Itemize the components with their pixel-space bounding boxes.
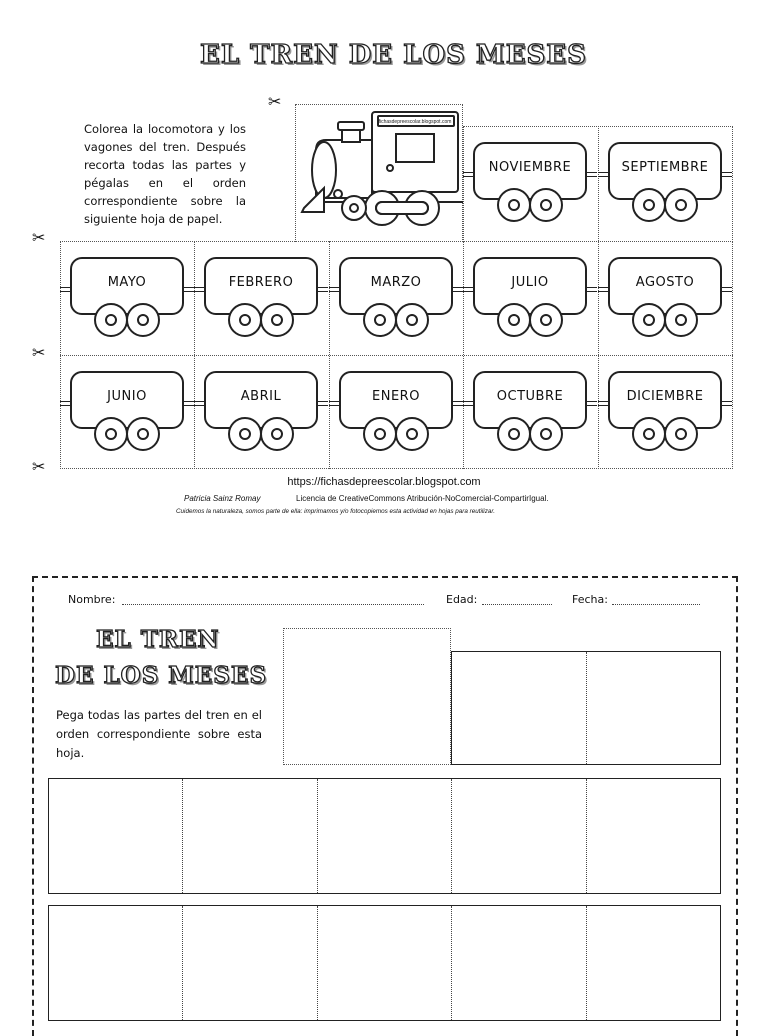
sheet-title-line2: DE LOS MESES (55, 662, 268, 689)
wagon-card (194, 257, 328, 347)
wagon-card (329, 257, 463, 347)
wagon-month-label: AGOSTO (635, 275, 695, 290)
scissors-icon: ✂ (32, 457, 46, 476)
wagon-month-label: OCTUBRE (496, 389, 564, 404)
wagon-card (598, 371, 732, 461)
wagon-paste-slot[interactable] (183, 906, 317, 1020)
footer-license: Licencia de CreativeCommons Atribución-NoComercial-CompartirIgual. (296, 494, 549, 503)
wagon-paste-slot[interactable] (49, 779, 183, 893)
wagon-paste-slot[interactable] (49, 906, 183, 1020)
wagon-paste-slot[interactable] (452, 779, 586, 893)
date-field[interactable] (612, 604, 700, 605)
wagon-month-label: JUNIO (107, 389, 147, 404)
instructions-text: Colorea la locomotora y los vagones del tren. Después recorta todas las partes y pégalas en el orden correspondiente sobre la siguiente hoja de papel. (84, 122, 246, 226)
wagon-paste-slot[interactable] (318, 779, 452, 893)
wagon-card (60, 371, 194, 461)
paste-row-2 (48, 905, 721, 1021)
locomotive-icon (298, 108, 463, 240)
wagon-card (463, 371, 597, 461)
wagon-month-label: ABRIL (240, 389, 282, 404)
engine-sign: fichasdepreescolar.blogspot.com (378, 119, 452, 125)
scissors-icon: ✂ (268, 92, 282, 111)
engine-paste-slot[interactable] (283, 628, 451, 765)
wagon-paste-slot[interactable] (587, 906, 720, 1020)
wagon-card (598, 142, 732, 232)
footer-note: Cuidemos la naturaleza, somos parte de ella: imprimamos y/o fotocopiemos esta actividad en hojas para reutilizar. (176, 508, 495, 515)
wagon-month-label: NOVIEMBRE (488, 160, 572, 175)
sheet-instructions: Pega todas las partes del tren en el orden correspondiente sobre esta hoja. (56, 708, 262, 760)
footer-author: Patricia Sainz Romay (184, 494, 261, 503)
wagon-card (194, 371, 328, 461)
age-field[interactable] (482, 604, 552, 605)
wagon-month-label: DICIEMBRE (626, 389, 704, 404)
wagon-card (463, 257, 597, 347)
name-label: Nombre: (68, 593, 116, 606)
name-field[interactable] (122, 604, 424, 605)
sheet-title-line1: EL TREN (96, 626, 220, 653)
wagon-paste-slot[interactable] (452, 906, 586, 1020)
wagon-paste-slot[interactable] (318, 906, 452, 1020)
footer-url: https://fichasdepreescolar.blogspot.com (287, 476, 481, 488)
wagon-month-label: SEPTIEMBRE (621, 160, 709, 175)
wagon-month-label: JULIO (511, 275, 549, 290)
wagon-card (329, 371, 463, 461)
wagon-month-label: FEBRERO (228, 275, 294, 290)
age-label: Edad: (446, 593, 478, 606)
top-paste-slots (451, 651, 721, 765)
wagon-month-label: ENERO (372, 389, 420, 404)
scissors-icon: ✂ (32, 343, 46, 362)
wagon-card (463, 142, 597, 232)
wagon-card (60, 257, 194, 347)
date-label: Fecha: (572, 593, 608, 606)
scissors-icon: ✂ (32, 228, 46, 247)
wagon-paste-slot[interactable] (587, 779, 720, 893)
worksheet-title: EL TREN DE LOS MESES (200, 40, 587, 70)
wagon-month-label: MAYO (107, 275, 147, 290)
wagon-paste-slot[interactable] (587, 652, 721, 764)
wagon-month-label: MARZO (370, 275, 422, 290)
wagon-card (598, 257, 732, 347)
wagon-paste-slot[interactable] (183, 779, 317, 893)
wagon-paste-slot[interactable] (452, 652, 587, 764)
paste-row-1 (48, 778, 721, 894)
